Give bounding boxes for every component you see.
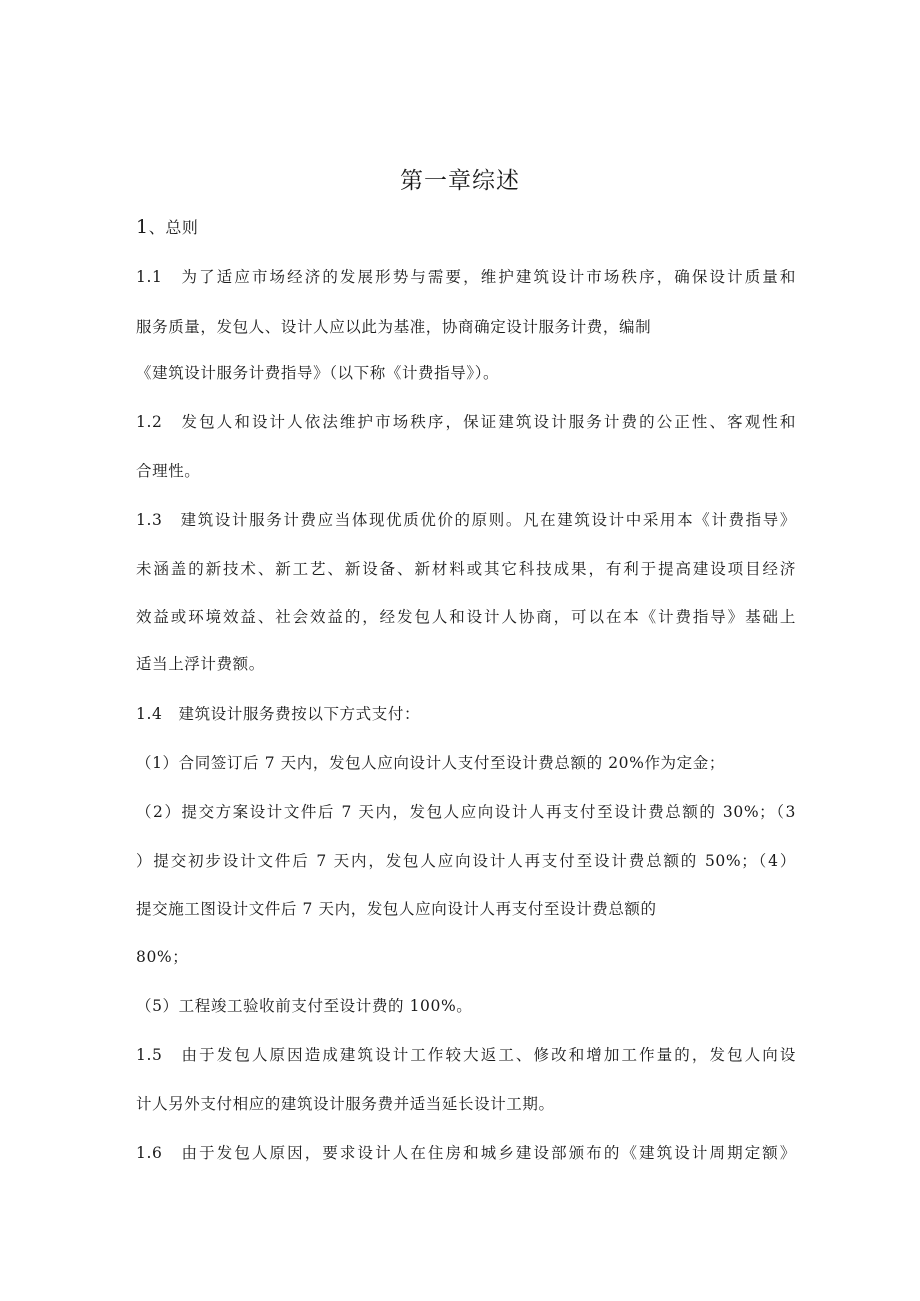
paragraph-line: 效益或环境效益、社会效益的，经发包人和设计人协商，可以在本《计费指导》基础上 [136, 608, 796, 626]
section-heading [136, 216, 796, 239]
paragraph-line: （1）合同签订后 7 天内，发包人应向设计人支付至设计费总额的 20%作为定金； [136, 754, 725, 772]
paragraph-line: 80%； [136, 948, 189, 966]
paragraph-line: ）提交初步设计文件后 7 天内，发包人应向设计人再支付至设计费总额的 50%；（4） [136, 852, 796, 870]
paragraph-line: 合理性。 [136, 462, 201, 480]
paragraph-line: 1.6 由于发包人原因，要求设计人在住房和城乡建设部颁布的《建筑设计周期定额》 [136, 1144, 796, 1162]
paragraph-line: 服务质量，发包人、设计人应以此为基准，协商确定设计服务计费，编制 [136, 318, 652, 336]
paragraph-line: 1.3 建筑设计服务计费应当体现优质优价的原则。凡在建筑设计中采用本《计费指导》 [136, 511, 796, 529]
paragraph-line: 1.2 发包人和设计人依法维护市场秩序，保证建筑设计服务计费的公正性、客观性和 [136, 413, 796, 431]
paragraph-line: 未涵盖的新技术、新工艺、新设备、新材料或其它科技成果，有利于提高建设项目经济 [136, 560, 796, 578]
paragraph-line: 《建筑设计服务计费指导》（以下称《计费指导》）。 [136, 364, 500, 382]
section-number: 1 [136, 216, 149, 238]
paragraph-line: 1.5 由于发包人原因造成建筑设计工作较大返工、修改和增加工作量的，发包人向设 [136, 1046, 796, 1064]
paragraph-line: （5）工程竣工验收前支付至设计费的 100%。 [136, 997, 473, 1015]
paragraph-line: 适当上浮计费额。 [136, 655, 265, 673]
section-title: 总则 [165, 218, 199, 237]
paragraph-line: 提交施工图设计文件后 7 天内，发包人应向设计人再支付至设计费总额的 [136, 900, 657, 918]
paragraph-line: 1.4 建筑设计服务费按以下方式支付： [136, 705, 421, 723]
paragraph-line: 1.1 为了适应市场经济的发展形势与需要，维护建筑设计市场秩序，确保设计质量和 [136, 268, 796, 286]
paragraph-line: （2）提交方案设计文件后 7 天内，发包人应向设计人再支付至设计费总额的 30%；（3 [136, 803, 796, 821]
section-separator: 、 [148, 218, 166, 237]
paragraph-line: 计人另外支付相应的建筑设计服务费并适当延长设计工期。 [136, 1095, 555, 1113]
chapter-title: 第一章综述 [400, 168, 520, 194]
